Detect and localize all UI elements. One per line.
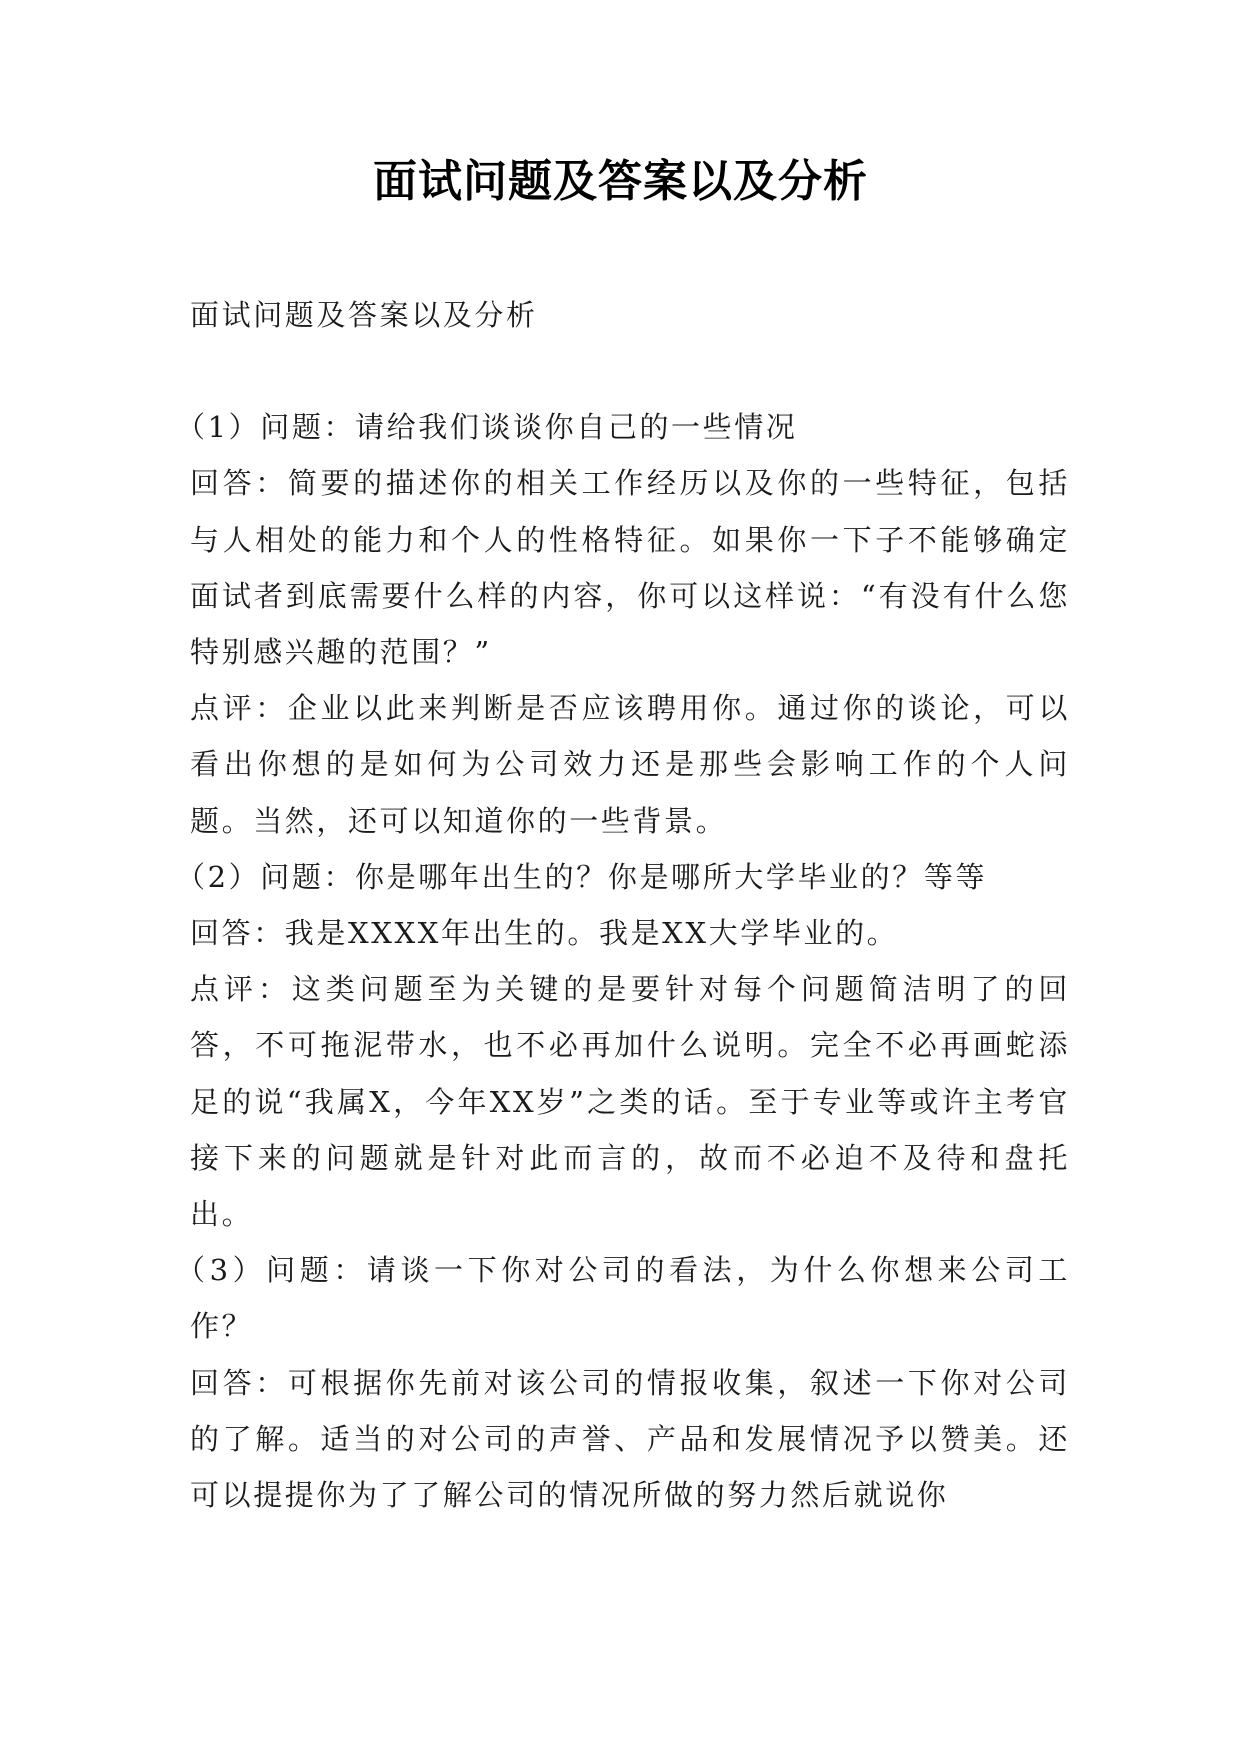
document-subtitle: 面试问题及答案以及分析 <box>190 298 538 332</box>
answer-3: 回答：可根据你先前对该公司的情报收集，叙述一下你对公司的了解。适当的对公司的声誉、产品和发展情况予以赞美。还可以提提你为了了解公司的情况所做的努力然后就说你 <box>190 1365 1070 1513</box>
paragraph-spacer <box>190 343 1070 399</box>
document-body <box>176 287 1070 1523</box>
answer-2: 回答：我是XXXX年出生的。我是XX大学毕业的。 <box>190 916 899 951</box>
answer-1: 回答：简要的描述你的相关工作经历以及你的一些特征，包括与人相处的能力和个人的性格特征。如果你一下子不能够确定面试者到底需要什么样的内容，你可以这样说：“有没有什么您特别感兴趣的范围？” <box>190 466 1070 670</box>
comment-2: 点评：这类问题至为关键的是要针对每个问题简洁明了的回答，不可拖泥带水，也不必再加什么说明。完全不必再画蛇添足的说“我属X，今年XX岁”之类的话。至于专业等或许主考官接下来的问题就是针对此而言的，故而不必迫不及待和盘托出。 <box>190 972 1070 1232</box>
document-title: 面试问题及答案以及分析 <box>373 156 868 207</box>
question-2: （2）问题：你是哪年出生的？你是哪所大学毕业的？等等 <box>176 859 988 894</box>
comment-1: 点评：企业以此来判断是否应该聘用你。通过你的谈论，可以看出你想的是如何为公司效力还是那些会影响工作的个人问题。当然，还可以知道你的一些背景。 <box>190 691 1070 838</box>
question-3: （3）问题：请谈一下你对公司的看法，为什么你想来公司工作？ <box>176 1253 1070 1344</box>
question-1: （1）问题：请给我们谈谈你自己的一些情况 <box>176 410 798 445</box>
